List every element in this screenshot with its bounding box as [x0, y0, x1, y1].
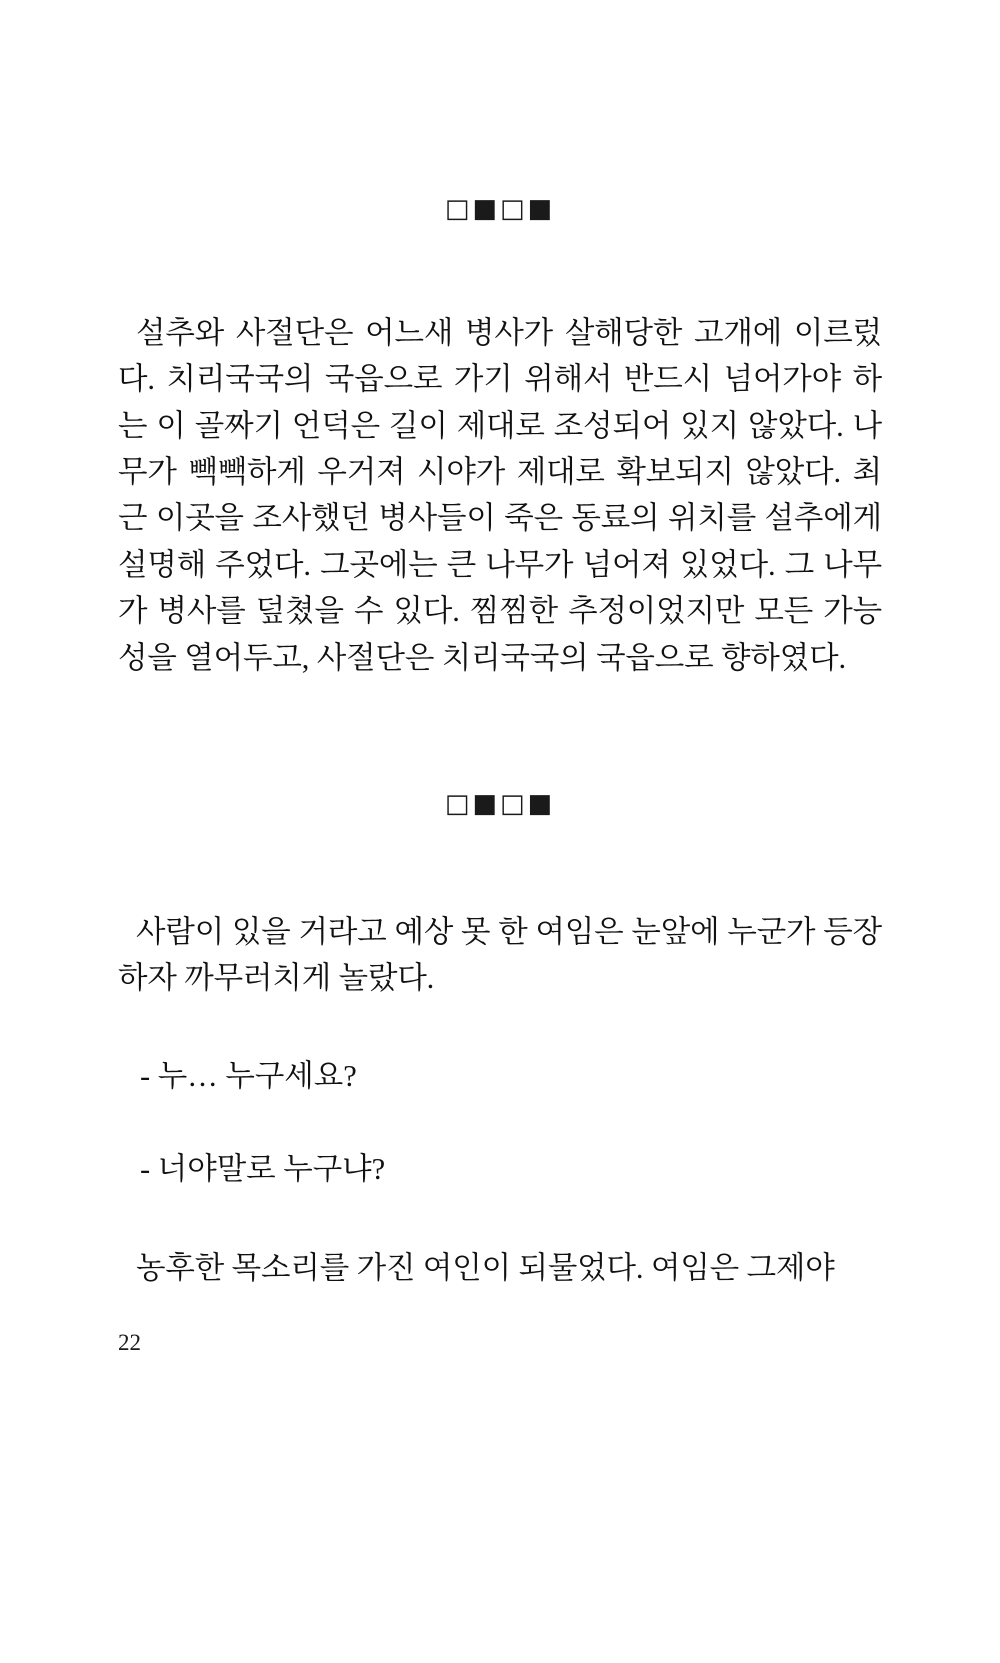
body-paragraph-3: 농후한 목소리를 가진 여인이 되물었다. 여임은 그제야 — [136, 1251, 835, 1286]
page-number: 22 — [118, 1330, 141, 1355]
section-divider-top: □■□■ — [444, 194, 556, 224]
dialogue-line-1: - 누… 누구세요? — [140, 1058, 357, 1093]
body-paragraph-2: 사람이 있을 거라고 예상 못 한 여임은 눈앞에 누군가 등장하자 까무러치게 놀랐다. — [118, 914, 882, 996]
section-divider-middle: □■□■ — [444, 788, 556, 819]
dialogue-line-2: - 너야말로 누구냐? — [140, 1152, 386, 1187]
body-paragraph-1: 설추와 사절단은 어느새 병사가 살해당한 고개에 이르렀다. 치리국국의 국읍으로 가기 위해서 반드시 넘어가야 하는 이 골짜기 언덕은 길이 제대로 조성되어 있지 않았다. 나무가 빽빽하게 우거져 시야가 제대로 확보되지 않았다. 최근 이곳을 조사했던 병사들이 죽은 동료의 위치를 설추에게 설명해 주었다. 그곳에는 큰 나무가 넘어져 있었다. 그 나무가 병사를 덮쳤을 수 있다. 찜찜한 추정이었지만 모든 가능성을 열어두고, 사절단은 치리국국의 국읍으로 향하였다. — [118, 316, 882, 675]
page-content — [118, 0, 882, 1291]
